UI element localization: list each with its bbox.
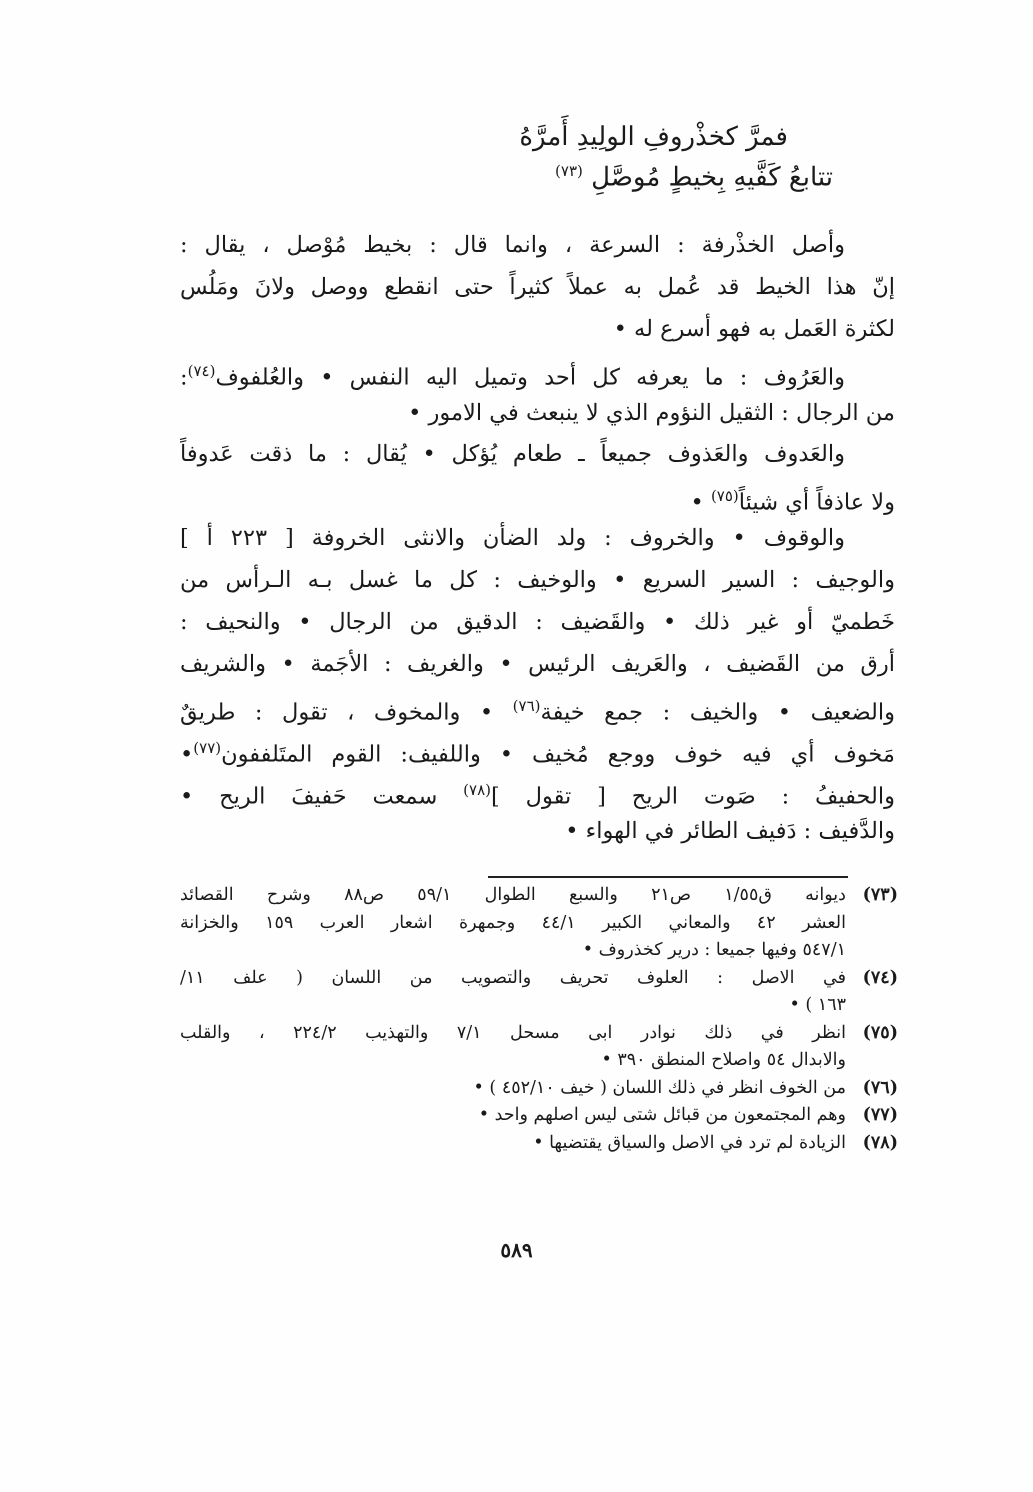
footnote-number: (٧٦)	[862, 1077, 898, 1098]
body-line-text: والعَرُوف : ما يعرفه كل أحد وتميل اليه النفس • والعُلفوف	[215, 364, 845, 391]
footnote-line: ٥٤٧/١ وفيها جميعا : درير كخذروف •	[582, 940, 846, 960]
verse-line-1	[519, 122, 788, 152]
footnote-ref-73: (٧٣)	[555, 162, 583, 180]
body-line: ولا عاذفاً أي شيئاً$^{(٧٥)}$ •	[690, 487, 895, 516]
footnote-ref-75: (٧٥)	[710, 487, 739, 506]
body-line-text: لكثرة العَمل به فهو أسرع له •	[613, 315, 895, 342]
body-line-text: والوقوف • والخروف : ولد الضأن والانثى الخروفة [ ٢٢٣ أ ]	[180, 525, 845, 552]
body-line-text: والحفيفُ : صَوت الريح [ تقول ]	[491, 783, 895, 810]
footnote-line: العشر ٤٢ والمعاني الكبير ٤٤/١ وجمهرة اشعار العرب ١٥٩ والخزانة	[180, 912, 846, 933]
footnote-number: (٧٧)	[862, 1105, 898, 1125]
footnote	[180, 965, 898, 1020]
body-line	[180, 811, 895, 853]
body-line-text: من الرجال : الثقيل النؤوم الذي لا ينبعث في الامور •	[408, 399, 895, 426]
footnote-ref-76: (٧٦)	[512, 696, 541, 715]
body-line	[180, 560, 895, 602]
footnote-text	[180, 1075, 846, 1103]
page-number: ٥٨٩	[500, 1238, 533, 1262]
footnote	[180, 1075, 898, 1103]
body-line-text: ولا عاذفاً أي شيئاً	[738, 489, 895, 516]
body-line	[180, 644, 895, 686]
body-line	[180, 518, 895, 560]
footnote	[180, 882, 898, 965]
footnote-number: (٧٨)	[862, 1132, 898, 1153]
footnote	[180, 1102, 898, 1130]
footnotes	[180, 882, 898, 1157]
body-line-text: سمعت حَفيفَ الريح •	[180, 783, 438, 810]
body-line-text: والوجيف : السير السريع • والوخيف : كل ما غسل بـه الـرأس من	[180, 567, 895, 594]
body-line	[180, 602, 895, 644]
footnote-ref-77: (٧٧)	[193, 738, 222, 757]
main-text	[180, 225, 895, 853]
footnote-text	[180, 1020, 846, 1075]
body-line-text: وأصل الخذْرفة : السرعة ، وانما قال : بخيط مُوْصل ، يقال :	[180, 232, 845, 258]
body-line	[180, 686, 895, 728]
footnote-line: الزيادة لم ترد في الاصل والسياق يقتضيها •	[533, 1132, 846, 1153]
footnote-line: في الاصل : العلوف تحريف والتصويب من اللسان ( علف ١١/	[180, 967, 846, 988]
body-line-text: • والمخوف ، تقول : طريقٌ	[180, 699, 494, 726]
footnote-ref-78: (٧٨)	[463, 780, 491, 799]
body-line	[180, 309, 895, 351]
footnote-text	[180, 965, 846, 1020]
footnote-number: (٧٥)	[862, 1022, 898, 1043]
body-line-text: والضعيف • والخيف : جمع خيفة	[540, 699, 895, 726]
body-line-text: مَخوف أي فيه خوف ووجع مُخيف • واللفيف: القوم المتَلففون	[221, 741, 895, 768]
footnote-line: ١٦٣ ) •	[789, 995, 846, 1015]
body-line-text: والعَدوف والعَذوف جميعاً ـ طعام يُؤكل • يُقال : ما ذقت عَدوفاً	[180, 441, 845, 468]
body-line-text: والدَّفيف : دَفيف الطائر في الهواء •	[565, 818, 895, 845]
body-line-text: إنّ هذا الخيط قد عُمل به عملاً كثيراً حتى انقطع ووصل ولانَ ومَلُس	[180, 273, 895, 300]
footnote-ref-74: (٧٤)	[187, 361, 216, 380]
footnote-separator	[488, 876, 848, 878]
footnote-line: وهم المجتمعون من قبائل شتى ليس اصلهم واحد •	[478, 1105, 846, 1125]
body-line-text: أرق من القَضيف ، والعَريف الرئيس • والغريف : الأجَمة • والشريف	[180, 650, 895, 677]
body-line-text: خَطميّ أو غير ذلك • والقَضيف : الدقيق من الرجال • والنحيف :	[180, 609, 895, 636]
footnote-line: ديوانه ق١/٥٥ ص٢١ والسبع الطوال ٥٩/١ ص٨٨ وشرح القصائد	[180, 885, 846, 905]
footnote-line: والابدال ٥٤ واصلاح المنطق ٣٩٠ •	[601, 1050, 846, 1070]
body-line	[180, 393, 895, 435]
footnote-line: انظر في ذلك نوادر ابى مسحل ٧/١ والتهذيب ٢٢٤/٢ ، والقلب	[180, 1022, 846, 1043]
footnote-number: (٧٣)	[862, 885, 898, 905]
body-line	[180, 770, 895, 812]
footnote-line: من الخوف انظر في ذلك اللسان ( خيف ٤٥٢/١٠ ) •	[473, 1077, 846, 1098]
body-line	[180, 267, 895, 309]
footnote-text	[180, 1130, 846, 1158]
body-line	[180, 434, 895, 476]
footnote	[180, 1020, 898, 1075]
verse-line-2-text: تتابعُ كَفَّيهِ بِخيطٍ مُوصَّلِ	[591, 162, 833, 193]
footnote-number: (٧٤)	[862, 967, 898, 988]
footnote	[180, 1130, 898, 1158]
body-line	[180, 225, 895, 267]
verse-line-2	[555, 162, 833, 193]
body-line: مَخوف أي فيه خوف ووجع مُخيف • واللفيف: القوم المتَلففون$^{(٧٧)}$•	[180, 738, 895, 768]
footnote-text	[180, 1102, 846, 1130]
footnote-text	[180, 882, 846, 965]
verse-line-1-text: فمرَّ كخذْروفِ الولِيدِ أَمرَّهُ	[519, 122, 788, 152]
body-line: والعَرُوف : ما يعرفه كل أحد وتميل اليه النفس • والعُلفوف$^{(٧٤)}$:	[180, 361, 845, 391]
